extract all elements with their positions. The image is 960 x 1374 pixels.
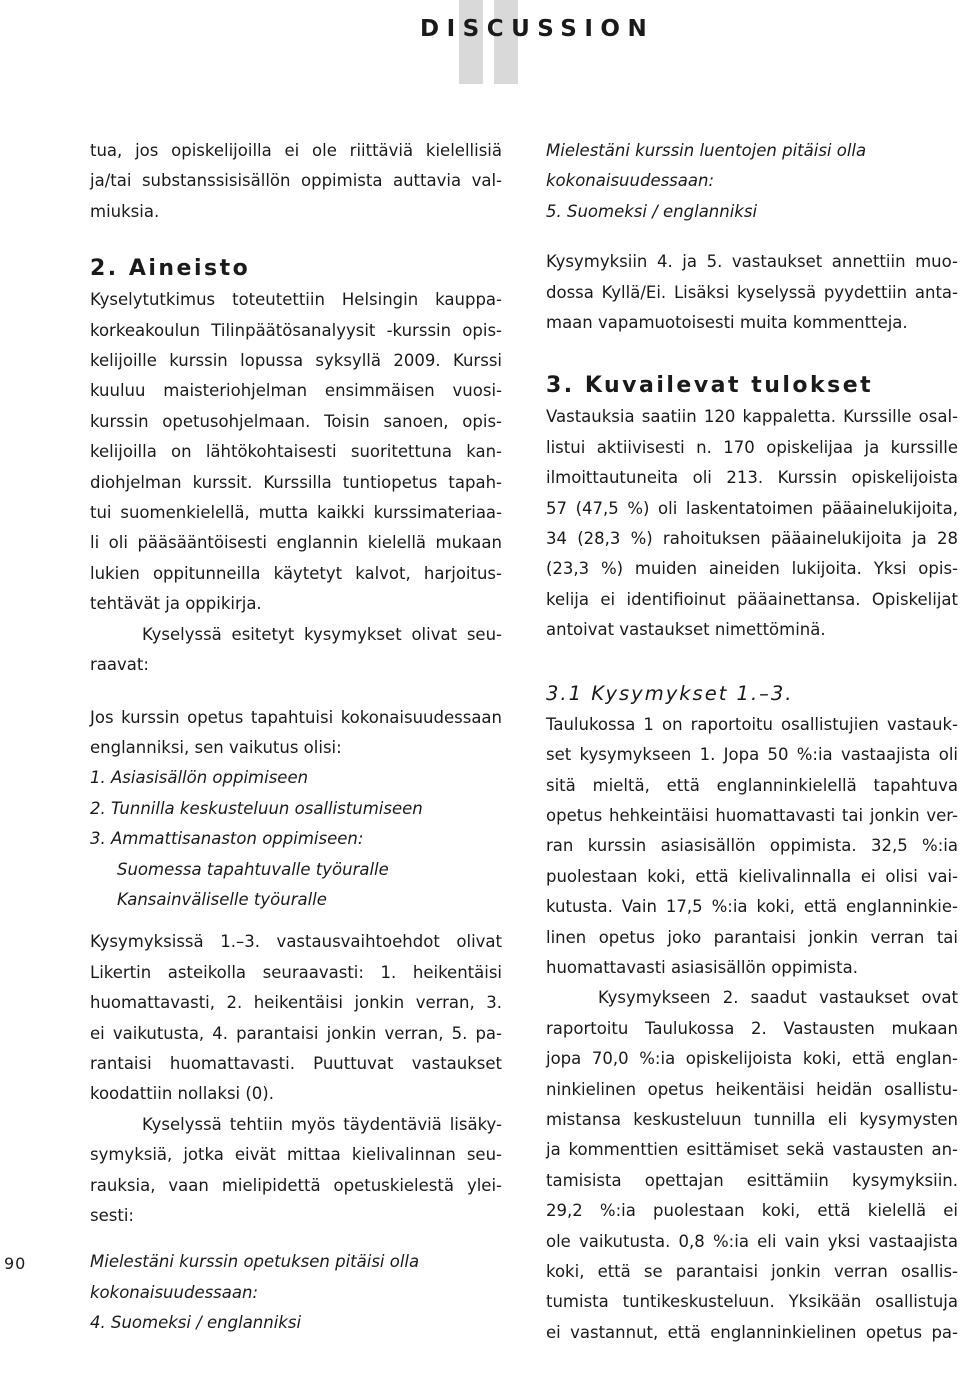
text-line: maan vapamuotoisesti muita kommentteja. <box>546 313 908 333</box>
text-line: kelijoille kurssin lopussa syksyllä 2009. Kurssi <box>90 351 502 371</box>
text-line: kurssin opetusohjelmaan. Toisin sanoen, opis- <box>90 411 502 431</box>
text-line: listui aktiivisesti n. 170 opiskelijaa ja kurssille <box>546 437 958 457</box>
page-number: 90 <box>4 1254 27 1273</box>
question-line: kokonaisuudessaan: <box>90 1282 259 1302</box>
text-line: ninkielinen opetus heikentäisi heidän osallistu- <box>546 1079 958 1099</box>
left-column <box>90 136 502 1339</box>
text-line: 57 (47,5 %) oli laskentatoimen pääainelukijoita, <box>546 498 958 518</box>
text-line: set kysymykseen 1. Jopa 50 %:ia vastaajista oli <box>546 745 958 765</box>
text-line: ole vaikutusta. 0,8 %:ia eli vain yksi vastaajista <box>546 1231 958 1251</box>
text-line: rauksia, vaan mielipidettä opetuskielestä ylei- <box>90 1175 502 1195</box>
text-line: symyksiä, jotka eivät mittaa kielivalinnan seu- <box>90 1145 502 1165</box>
text-line: Kysymyksissä 1.–3. vastausvaihtoehdot olivat <box>90 932 502 952</box>
text-line: sesti: <box>90 1206 134 1225</box>
text-line: opetus hehkeintäisi huomattavasti tai jonkin ver- <box>546 805 958 825</box>
text-line: ilmoittautuneita oli 213. Kurssin opiskelijoista <box>546 468 958 488</box>
header-decoration-bar-2 <box>494 0 518 84</box>
question-item: 1. Asiasisällön oppimiseen <box>90 768 309 788</box>
heading-kuvailevat-tulokset: 3. Kuvailevat tulokset <box>546 373 874 399</box>
text-line: tamisista opettajan esittämiin kysymyksiin. <box>546 1170 958 1190</box>
question-subitem: Suomessa tapahtuvalle työuralle <box>117 859 389 879</box>
question-item: 2. Tunnilla keskusteluun osallistumiseen <box>90 798 423 818</box>
text-line: linen opetus joko parantaisi jonkin verran tai <box>546 927 958 947</box>
text-line: englanniksi, sen vaikutus olisi: <box>90 737 342 757</box>
text-line: Vastauksia saatiin 120 kappaletta. Kurssille osal- <box>546 407 958 427</box>
text-line: 29,2 %:ia puolestaan koki, että kielellä ei <box>546 1201 958 1221</box>
question-item: 3. Ammattisanaston oppimiseen: <box>90 829 364 849</box>
text-line: koodattiin nollaksi (0). <box>90 1084 274 1104</box>
text-line: miuksia. <box>90 201 160 221</box>
text-line: ja/tai substanssisisällön oppimista auttavia val- <box>90 171 502 191</box>
text-line: ran kurssin asiasisällön oppimista. 32,5 %:ia <box>546 836 958 856</box>
text-line: ja kommenttien esittämiset sekä vastausten an- <box>546 1140 958 1160</box>
text-line: kelijoilla on lähtökohtaisesti suoritettuna kan- <box>90 442 502 462</box>
text-line: Jos kurssin opetus tapahtuisi kokonaisuudessaan <box>90 707 502 727</box>
text-line: (23,3 %) muiden aineiden lukijoita. Yksi opis- <box>546 559 958 579</box>
text-line: 34 (28,3 %) rahoituksen pääainelukijoita ja 28 <box>546 529 958 549</box>
heading-kysymykset: 3.1 Kysymykset 1.–3. <box>546 681 794 705</box>
question-line: 5. Suomeksi / englanniksi <box>546 201 758 221</box>
text-line: antoivat vastaukset nimettöminä. <box>546 620 826 640</box>
text-line: puolestaan koki, että kielivalinnalla ei olisi vai- <box>546 866 958 886</box>
question-line: Mielestäni kurssin opetuksen pitäisi olla <box>90 1252 420 1272</box>
text-line: Kysymyksiin 4. ja 5. vastaukset annettiin muo- <box>546 252 958 272</box>
text-line: dossa Kyllä/Ei. Lisäksi kyselyssä pyydettiin anta- <box>546 282 958 302</box>
question-subitem: Kansainväliselle työuralle <box>117 889 327 909</box>
text-line: li oli pääsääntöisesti englannin kielellä mukaan <box>90 533 502 553</box>
text-line: diohjelman kurssit. Kurssilla tuntiopetus tapah- <box>90 472 502 492</box>
question-line: 4. Suomeksi / englanniksi <box>90 1313 302 1333</box>
question-line: kokonaisuudessaan: <box>546 171 715 191</box>
text-line: Taulukossa 1 on raportoitu osallistujien vastauk- <box>546 714 958 734</box>
text-line: huomattavasti asiasisällön oppimista. <box>546 957 858 977</box>
text-line: rantaisi huomattavasti. Puuttuvat vastaukset <box>90 1053 502 1073</box>
text-line: huomattavasti, 2. heikentäisi jonkin verran, 3. <box>90 993 502 1013</box>
right-column <box>546 136 958 1348</box>
text-line: mistansa keskusteluun tunnilla eli kysymysten <box>546 1109 958 1129</box>
text-line: tehtävät ja oppikirja. <box>90 594 262 614</box>
question-line: Mielestäni kurssin luentojen pitäisi olla <box>546 141 867 160</box>
text-line: tui suomenkielellä, mutta kaikki kurssimateriaa- <box>90 503 502 523</box>
text-line: Kyselytutkimus toteutettiin Helsingin kauppa- <box>90 290 502 310</box>
text-line: kelija ei identifioinut pääainettansa. Opiskelijat <box>546 589 958 609</box>
text-line: koki, että se parantaisi jonkin verran osallis- <box>546 1262 958 1281</box>
text-line: Kysymykseen 2. saadut vastaukset ovat <box>598 988 958 1008</box>
text-line: lukien oppitunneilla käytetyt kalvot, harjoitus- <box>90 563 502 583</box>
text-line: Likertin asteikolla seuraavasti: 1. heikentäisi <box>90 962 502 982</box>
text-line: Kyselyssä esitetyt kysymykset olivat seu- <box>142 624 502 644</box>
heading-aineisto: 2. Aineisto <box>90 256 251 282</box>
text-line: korkeakoulun Tilinpäätösanalyysit -kurssin opis- <box>90 320 502 340</box>
text-line: ei vaikutusta, 4. parantaisi jonkin verran, 5. pa- <box>90 1023 502 1043</box>
text-line: kutusta. Vain 17,5 %:ia koki, että englanninkie- <box>546 897 958 917</box>
text-line: Kyselyssä tehtiin myös täydentäviä lisäky- <box>142 1114 502 1134</box>
text-line: sitä mieltä, että englanninkielellä tapahtuva <box>546 775 958 795</box>
text-line: tumista tuntikeskusteluun. Yksikään osallistuja <box>546 1292 958 1312</box>
text-line: kuuluu maisteriohjelman ensimmäisen vuosi- <box>90 381 502 401</box>
text-line: jopa 70,0 %:ia opiskelijoista koki, että englan- <box>546 1049 958 1069</box>
text-line: ei vastannut, että englanninkielinen opetus pa- <box>546 1322 958 1342</box>
header-decoration-bar-1 <box>459 0 483 84</box>
text-line: tua, jos opiskelijoilla ei ole riittäviä kielellisiä <box>90 141 502 160</box>
text-line: raportoitu Taulukossa 2. Vastausten mukaan <box>546 1018 958 1038</box>
text-line: raavat: <box>90 655 149 675</box>
section-title: DISCUSSION <box>420 16 655 42</box>
